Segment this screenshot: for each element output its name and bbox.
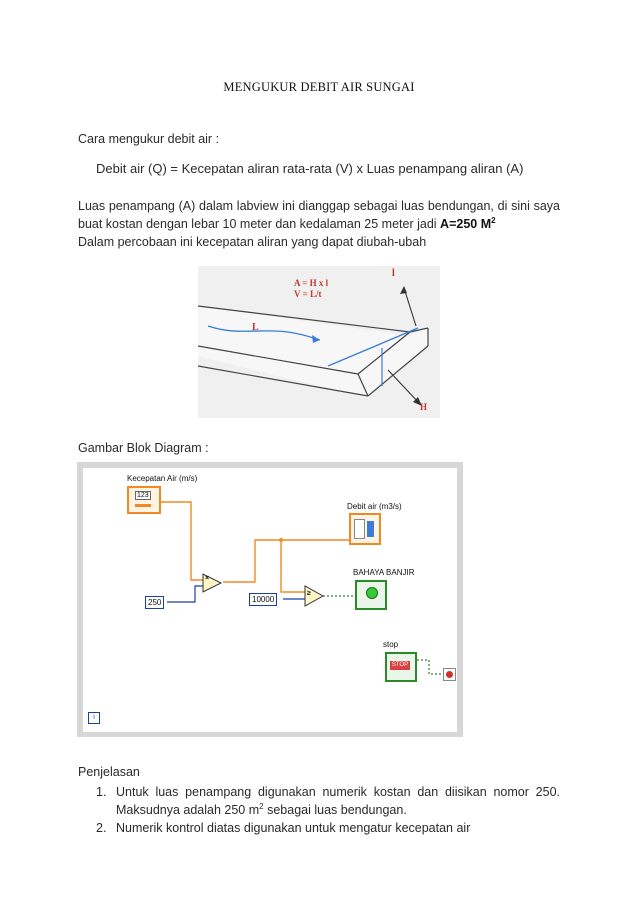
velocity-formula-label: V = L/t [294,289,322,299]
paragraph-line-1: Luas penampang (A) dalam labview ini dianggap sebagai luas bendungan, di sini saya [78,199,560,213]
penjelasan-label: Penjelasan [78,765,140,779]
stop-label: stop [383,640,399,649]
length-label: L [252,322,259,333]
list-item-1-line-2-end: sebagai luas bendungan. [263,803,407,817]
led-icon [366,587,378,599]
width-label: l [392,268,395,279]
list-item-1-line-1: Untuk luas penampang digunakan numerik kostan dan diisikan nomor 250. [116,785,560,799]
paragraph-line-2 [78,216,560,233]
paragraph-line-3: Dalam percobaan ini kecepatan aliran yang dapat diubah-ubah [78,235,427,249]
stop-condition-icon [446,671,453,678]
formula-labels [294,278,328,300]
tank-fill [367,521,374,537]
list-item-1-number: 1. [96,785,107,799]
info-icon[interactable]: i [88,712,100,724]
block-diagram-label: Gambar Blok Diagram : [78,441,209,455]
multiply-icon: × [205,575,210,582]
kecepatan-control[interactable] [127,486,161,514]
page-title: MENGUKUR DEBIT AIR SUNGAI [223,80,415,94]
debit-label: Debit air (m3/s) [347,502,402,511]
channel-figure [198,266,440,418]
greater-equal-icon: ≥ [307,590,311,597]
list-item-1-superscript: 2 [259,801,264,811]
paragraph-line-2-text: buat kostan dengan lebar 10 meter dan kedalaman 25 meter jadi [78,217,441,231]
list-item-1-line-2 [116,802,407,819]
tank-scale [354,519,365,539]
block-diagram-figure [77,462,463,737]
control-bar [135,504,151,507]
kecepatan-indicator: 123 [137,492,149,499]
list-item-2-number: 2. [96,821,107,835]
area-value: A=250 M [440,217,492,231]
constant-250: 250 [145,596,164,609]
formula-text: Debit air (Q) = Kecepatan aliran rata-rata (V) x Luas penampang aliran (A) [96,161,524,176]
bahaya-label: BAHAYA BANJIR [353,568,415,577]
bahaya-led [355,580,387,610]
constant-10000: 10000 [249,593,277,606]
block-diagram-canvas [83,468,457,732]
loop-condition [443,668,456,681]
list-item-1-line-2-text: Maksudnya adalah 250 m [116,803,260,817]
stop-button: STOP [391,662,409,668]
height-label: H [420,402,428,412]
kecepatan-label: Kecepatan Air (m/s) [127,474,198,483]
area-superscript: 2 [491,215,496,225]
list-item-2-line-1: Numerik kontrol diatas digunakan untuk mengatur kecepatan air [116,821,471,835]
stop-button-control[interactable] [385,652,417,682]
intro-label: Cara mengukur debit air : [78,132,220,146]
area-formula-label: A = H x l [294,278,329,288]
debit-indicator [349,513,381,545]
